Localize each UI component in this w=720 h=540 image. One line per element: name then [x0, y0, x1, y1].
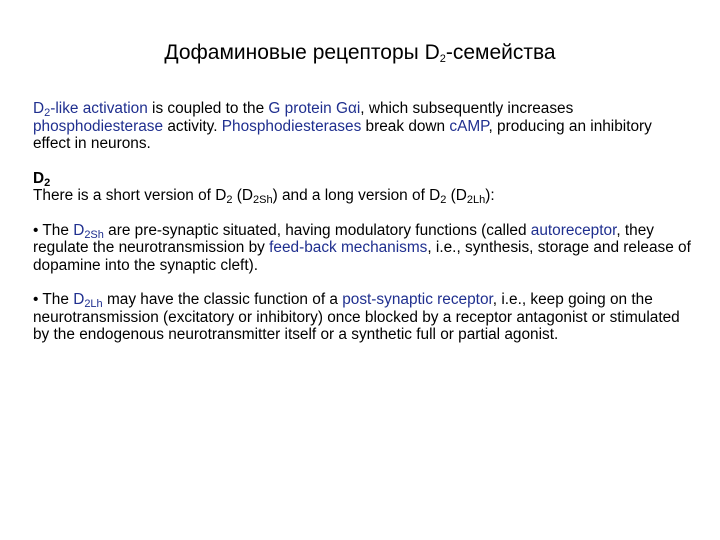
- title-subscript: 2: [439, 53, 446, 65]
- autoreceptor-link[interactable]: autoreceptor: [530, 221, 617, 239]
- d2-heading: $D_2$: [33, 169, 51, 189]
- feedback-mechanisms-link[interactable]: feed-back mechanisms: [269, 239, 428, 256]
- post-synaptic-receptor-link[interactable]: post-synaptic receptor: [342, 291, 493, 308]
- title-rest: -семейства: [445, 41, 556, 64]
- paragraph-d2-activation: $D_2$-like activation is coupled to the G protein Gαi, which subsequently increases phosphodiesterase activity. Phosphodiesterases break down cAMP, producing an inhibitory effect in neurons.: [33, 100, 652, 152]
- paragraph-d2lh: • The $D_{2Lh}$ may have the classic function of a post-synaptic receptor, i.e., keep going on the neurotransmission (excitatory or inhibitory) once blocked by a receptor antagonist or stimulated by the endogenous neurotransmitter itself or a synthetic full or partial agonist.: [33, 291, 680, 343]
- paragraph-d2sh: • The $D_{2Sh}$ are pre-synaptic situated, having modulatory functions (called autoreceptor, they regulate the neurotransmission by feed-back mechanisms, i.e., synthesis, storage and release of dopamine into the synaptic cleft).: [33, 221, 691, 274]
- d2-like-activation-link[interactable]: $D_2$-like activation: [33, 100, 148, 119]
- title-main: Дофаминовые рецепторы D: [164, 41, 440, 64]
- d2sh-link[interactable]: $D_{2Sh}$: [73, 221, 104, 241]
- paragraph-d2-versions: $D_2$ There is a short version of $D_2$ $(D_{2Sh})$ and a long version of $D_2$ $(D_{2Lh})$:: [33, 169, 495, 206]
- g-protein-link[interactable]: G protein Gαi: [268, 100, 361, 117]
- slide-body: [33, 100, 693, 344]
- d2lh-link[interactable]: $D_{2Lh}$: [73, 291, 103, 310]
- phosphodiesterases-link[interactable]: Phosphodiesterases: [221, 117, 362, 135]
- camp-link[interactable]: cAMP: [449, 117, 489, 135]
- phosphodiesterase-link[interactable]: phosphodiesterase: [33, 117, 164, 135]
- slide-title: [0, 40, 720, 66]
